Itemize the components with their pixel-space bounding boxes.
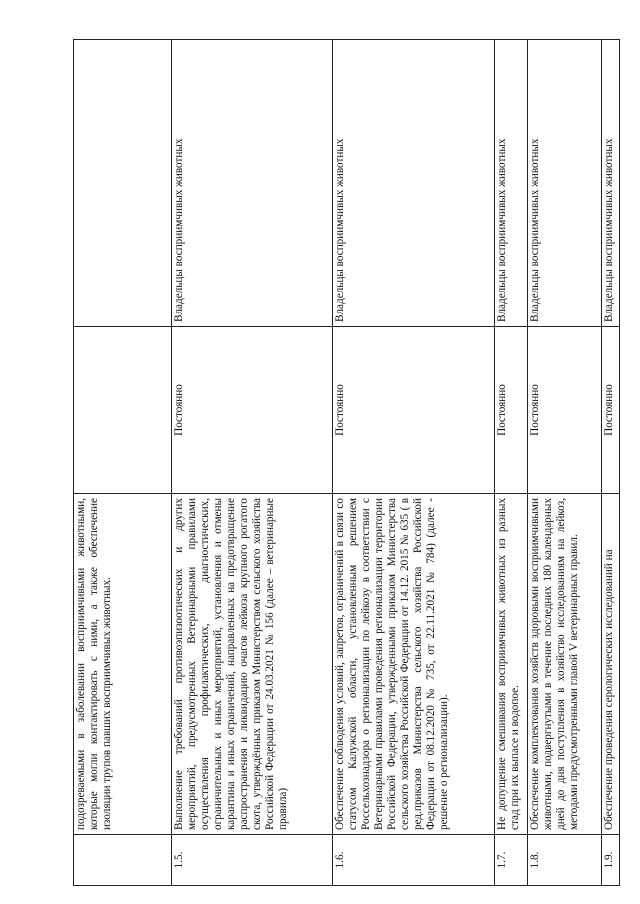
action-text: Не допущение смешивания восприимчивых животных из разных стад при их выпасе и водопое. <box>495 494 528 835</box>
row-number: 1.9. <box>602 835 620 886</box>
period-text: Постоянно <box>172 327 333 494</box>
row-number: 1.8. <box>528 835 602 886</box>
row-number: 1.5. <box>172 835 333 886</box>
table-row <box>172 40 333 886</box>
table-row <box>528 40 602 886</box>
owner-text: Владельцы восприимчивых животных <box>333 40 495 327</box>
period-text: Постоянно <box>602 327 620 494</box>
owner-text <box>74 40 172 327</box>
action-text: Обеспечение соблюдения условий, запретов, ограничений в связи со статусом Калужской области, установленным решением Россельхознадзора о регионализации по лейкозу в соответствии с Ветеринарными правилами проведения регионализации территории Российской Федерации, утвержденными приказом Министерства сельского хозяйства Российской Федерации от 14.12. 2015 № 635 ( в ред.приказов Министерства сельского хозяйства Российской Федерации от 08.12.2020 № 735, от 22.11.2021 № 784) (далее - решение о регионализации). <box>333 494 495 835</box>
period-text: Постоянно <box>528 327 602 494</box>
period-text: Постоянно <box>495 327 528 494</box>
action-text: Обеспечение проведения серологических исследований на <box>602 494 620 835</box>
owner-text: Владельцы восприимчивых животных <box>602 40 620 327</box>
measures-table <box>73 39 620 886</box>
action-text: Обеспечение комплектования хозяйств здоровыми восприимчивыми животными, подвергнутыми в течение последних 180 календарных дней до дня поступления в хозяйство исследованиям на лейкоз, методами предусмотренными главой V ветеринарных правил. <box>528 494 602 835</box>
action-text: Выполнение требований противоэпизоотических и других мероприятий, предусмотренных Ветеринарными правилами осуществления профилактических, диагностических, ограничительных и иных мероприятий, установления и отмены карантина и иных ограничений, направленных на предотвращение распространения и ликвидацию очагов лейкоза крупного рогатого скота, утверждённых приказом Министерством сельского хозяйства Российской Федерации от 24.03.2021 № 156 (далее – ветеринарные правила) <box>172 494 333 835</box>
owner-text: Владельцы восприимчивых животных <box>172 40 333 327</box>
table-row <box>333 40 495 886</box>
period-text <box>74 327 172 494</box>
action-text: подозреваемыми в заболевании восприимчивыми животными, которые могли контактировать с ними, а также обеспечение изоляции трупов павших восприимчивых животных. <box>74 494 172 835</box>
row-number: 1.7. <box>495 835 528 886</box>
table-row <box>495 40 528 886</box>
period-text: Постоянно <box>333 327 495 494</box>
table-row <box>74 40 172 886</box>
owner-text: Владельцы восприимчивых животных <box>495 40 528 327</box>
row-number <box>74 835 172 886</box>
row-number: 1.6. <box>333 835 495 886</box>
owner-text: Владельцы восприимчивых животных <box>528 40 602 327</box>
table-row <box>602 40 620 886</box>
